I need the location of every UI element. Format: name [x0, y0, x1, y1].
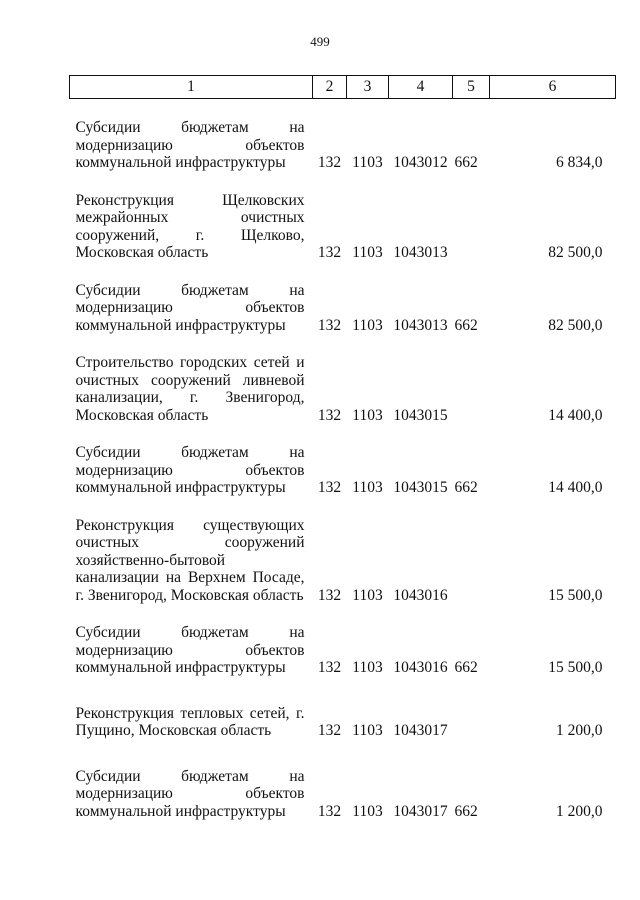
- table-row: [70, 517, 616, 605]
- row-spacer: [70, 677, 616, 705]
- budget-table: [69, 75, 616, 820]
- row-target-code: 1043017: [393, 722, 448, 739]
- row-amount: 82 500,0: [548, 244, 603, 261]
- table-header: [70, 76, 616, 99]
- row-amount: 15 500,0: [548, 586, 603, 604]
- row-section-code: 1103: [352, 659, 383, 676]
- table-row: [70, 624, 616, 677]
- row-name: Строительство городских сетей и очистных сооружений ливневой канализации, г. Звенигород, Московская область: [75, 354, 305, 424]
- row-name: Реконструкция Щелковских межрайонных очистных сооружений, г. Щелково, Московская область: [75, 191, 305, 261]
- table-row: [70, 444, 616, 497]
- row-expense-code: [453, 517, 490, 605]
- row-spacer: [70, 740, 616, 768]
- row-section-code: 1103: [352, 586, 383, 604]
- row-name: Субсидии бюджетам на модернизацию объектов коммунальной инфраструктуры: [75, 767, 305, 820]
- row-amount: 6 834,0: [556, 154, 603, 171]
- row-target-code: 1043012: [393, 154, 448, 171]
- row-ministry-code: 132: [317, 244, 342, 261]
- row-section-code: 1103: [352, 479, 383, 496]
- row-section-code: 1103: [352, 722, 383, 739]
- row-name: Реконструкция существующих очистных сооружений хозяйственно-бытовой канализации на Верхнем Посаде, г. Звенигород, Московская область: [75, 516, 305, 604]
- row-spacer: [70, 172, 616, 192]
- table-row: [70, 354, 616, 424]
- row-spacer: [70, 99, 616, 120]
- column-header-2: 2: [313, 76, 347, 99]
- table-row: [70, 119, 616, 172]
- column-header-4: 4: [389, 76, 453, 99]
- row-spacer: [70, 424, 616, 444]
- row-expense-code: 662: [454, 479, 478, 496]
- row-spacer: [70, 262, 616, 282]
- row-ministry-code: 132: [317, 406, 342, 424]
- row-ministry-code: 132: [317, 802, 342, 820]
- table-row: [70, 705, 616, 740]
- column-header-3: 3: [347, 76, 389, 99]
- table-row: [70, 282, 616, 335]
- row-section-code: 1103: [352, 244, 383, 261]
- row-name: Реконструкция тепловых сетей, г. Пущино, Московская область: [75, 704, 305, 739]
- row-section-code: 1103: [352, 154, 383, 171]
- column-header-5: 5: [453, 76, 490, 99]
- row-expense-code: 662: [454, 659, 478, 676]
- row-expense-code: [453, 192, 490, 262]
- row-amount: 15 500,0: [548, 659, 603, 676]
- row-target-code: 1043016: [393, 659, 448, 676]
- row-target-code: 1043017: [393, 802, 448, 820]
- row-target-code: 1043013: [393, 316, 448, 334]
- row-spacer: [70, 334, 616, 354]
- row-name: Субсидии бюджетам на модернизацию объектов коммунальной инфраструктуры: [75, 281, 305, 334]
- row-spacer: [70, 604, 616, 624]
- row-expense-code: 662: [454, 802, 478, 820]
- table-row: [70, 768, 616, 821]
- row-spacer: [70, 497, 616, 517]
- row-name: Субсидии бюджетам на модернизацию объектов коммунальной инфраструктуры: [75, 624, 305, 676]
- row-ministry-code: 132: [317, 479, 342, 496]
- row-ministry-code: 132: [317, 722, 342, 739]
- row-amount: 14 400,0: [548, 406, 603, 424]
- row-section-code: 1103: [352, 802, 383, 820]
- row-amount: 82 500,0: [548, 316, 603, 334]
- row-name: Субсидии бюджетам на модернизацию объектов коммунальной инфраструктуры: [75, 444, 305, 496]
- row-ministry-code: 132: [317, 316, 342, 334]
- row-ministry-code: 132: [317, 154, 342, 171]
- table-row: [70, 192, 616, 262]
- row-target-code: 1043015: [393, 406, 448, 424]
- row-ministry-code: 132: [317, 586, 342, 604]
- row-section-code: 1103: [352, 316, 383, 334]
- table-body: [70, 99, 616, 821]
- row-expense-code: 662: [454, 154, 478, 171]
- page-number: 499: [310, 34, 330, 49]
- row-target-code: 1043013: [393, 244, 448, 261]
- row-ministry-code: 132: [317, 659, 342, 676]
- header-row: [70, 76, 616, 99]
- row-name: Субсидии бюджетам на модернизацию объектов коммунальной инфраструктуры: [75, 119, 305, 171]
- row-amount: 14 400,0: [548, 479, 603, 496]
- row-expense-code: 662: [454, 316, 478, 334]
- row-expense-code: [453, 705, 490, 740]
- row-target-code: 1043016: [393, 586, 448, 604]
- row-amount: 1 200,0: [556, 802, 603, 820]
- row-amount: 1 200,0: [556, 722, 603, 739]
- row-section-code: 1103: [352, 406, 383, 424]
- row-target-code: 1043015: [393, 479, 448, 496]
- column-header-1: 1: [70, 76, 313, 99]
- row-expense-code: [453, 354, 490, 424]
- column-header-6: 6: [490, 76, 616, 99]
